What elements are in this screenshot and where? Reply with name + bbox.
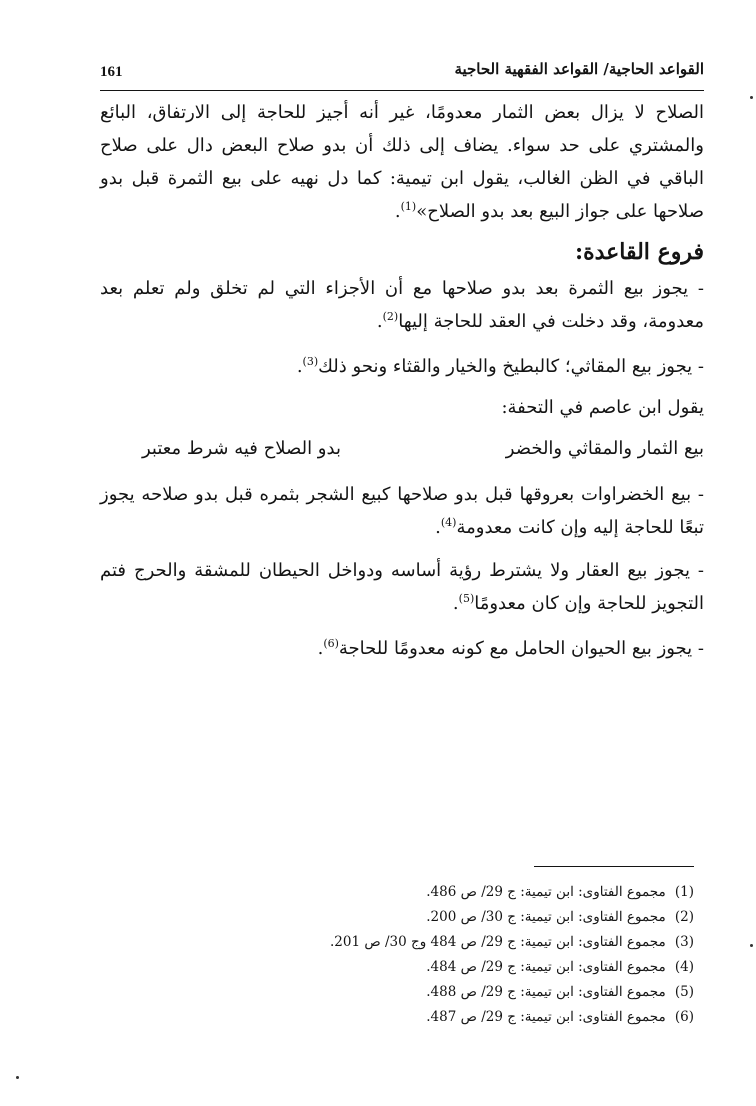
footnote-ref-6: (6): [323, 637, 339, 650]
list-item-end: .: [296, 356, 303, 377]
list-item-end: .: [452, 593, 459, 614]
scan-speck: [750, 944, 753, 947]
section-heading: فروع القاعدة:: [574, 239, 704, 265]
header-rule: [100, 90, 704, 91]
footnote-number: (4): [674, 959, 694, 975]
footnote-ref-4: (4): [440, 516, 457, 529]
footnote: [174, 955, 694, 980]
footnote: [174, 980, 694, 1005]
footnote-text: مجموع الفتاوى: ابن تيمية: ج 29/ ص 486.: [426, 884, 666, 900]
intro-text: الصلاح لا يزال بعض الثمار معدومًا، غير أنه أجيز للحاجة إلى الارتفاق، البائع والمشتري على حد سواء. يضاف إلى ذلك أن بدو صلاح البعض دال على صلاح الباقي في الظن الغالب، يقول ابن تيمية: كما دل نهيه على بيع الثمرة قبل بدو صلاحها على جواز البيع بعد بدو الصلاح»: [100, 102, 704, 222]
list-item: [100, 554, 704, 620]
list-item-text: - بيع الخضراوات بعروقها قبل بدو صلاحها كبيع الشجر بثمره قبل بدو صلاحه يجوز تبعًا للحاجة إليه وإن كانت معدومة: [100, 484, 704, 538]
footnote-number: (5): [674, 984, 694, 1000]
footnote-text: مجموع الفتاوى: ابن تيمية: ج 29/ ص 484 وج 30/ ص 201.: [329, 934, 666, 950]
footnote-number: (2): [674, 909, 694, 925]
list-item: [100, 272, 704, 338]
page-number: 161: [100, 64, 123, 80]
list-item-text: - يجوز بيع الثمرة بعد بدو صلاحها مع أن الأجزاء التي لم تخلق ولم تعلم بعد معدومة، وقد دخلت في العقد للحاجة إليها: [100, 278, 704, 332]
footnote-text: مجموع الفتاوى: ابن تيمية: ج 29/ ص 484.: [426, 959, 666, 975]
list-item-text: - يجوز بيع العقار ولا يشترط رؤية أساسه ودواخل الحيطان للمشقة والحرج فتم التجويز للحاجة وإن كان معدومًا: [100, 560, 704, 614]
list-item-end: .: [317, 638, 324, 659]
poetry-verse: [100, 432, 704, 472]
footnote-ref-5: (5): [458, 592, 475, 605]
list-item-text: - يجوز بيع الحيوان الحامل مع كونه معدومًا للحاجة: [338, 638, 704, 659]
footnote-text: مجموع الفتاوى: ابن تيمية: ج 29/ ص 487.: [426, 1009, 666, 1025]
verse-first-hemistich: بيع الثمار والمقاثي والخضر: [505, 438, 704, 459]
running-title: القواعد الحاجية/ القواعد الفقهية الحاجية: [454, 60, 704, 78]
list-item-text: - يجوز بيع المقاثي؛ كالبطيخ والخيار والقثاء ونحو ذلك: [318, 356, 704, 377]
list-item: [100, 632, 704, 665]
intro-paragraph: [100, 96, 704, 228]
footnote-ref-1: (1): [400, 200, 417, 213]
quote-intro: يقول ابن عاصم في التحفة:: [501, 397, 704, 418]
list-item: [100, 350, 704, 383]
footnote: [174, 905, 694, 930]
footnote-text: مجموع الفتاوى: ابن تيمية: ج 30/ ص 200.: [426, 909, 666, 925]
footnote-ref-2: (2): [382, 310, 399, 323]
footnote: [174, 930, 694, 955]
footnote-number: (1): [674, 884, 694, 900]
footnote: [174, 880, 694, 905]
verse-second-hemistich: بدو الصلاح فيه شرط معتبر: [142, 438, 341, 459]
footnote-text: مجموع الفتاوى: ابن تيمية: ج 29/ ص 488.: [426, 984, 666, 1000]
list-item: [100, 478, 704, 544]
footnote: [174, 1005, 694, 1030]
footnote-separator: [534, 866, 694, 867]
scan-speck: [16, 1076, 19, 1079]
list-item-end: .: [435, 517, 441, 538]
intro-end: .: [394, 201, 401, 222]
spacer: [100, 544, 704, 554]
running-header: [100, 58, 704, 88]
footnote-number: (6): [674, 1009, 694, 1025]
footnote-ref-3: (3): [302, 355, 319, 368]
main-text: [100, 96, 704, 673]
list-item-end: .: [376, 311, 383, 332]
footnotes: [174, 880, 694, 1030]
footnote-number: (3): [674, 934, 694, 950]
scan-speck: [750, 96, 753, 99]
